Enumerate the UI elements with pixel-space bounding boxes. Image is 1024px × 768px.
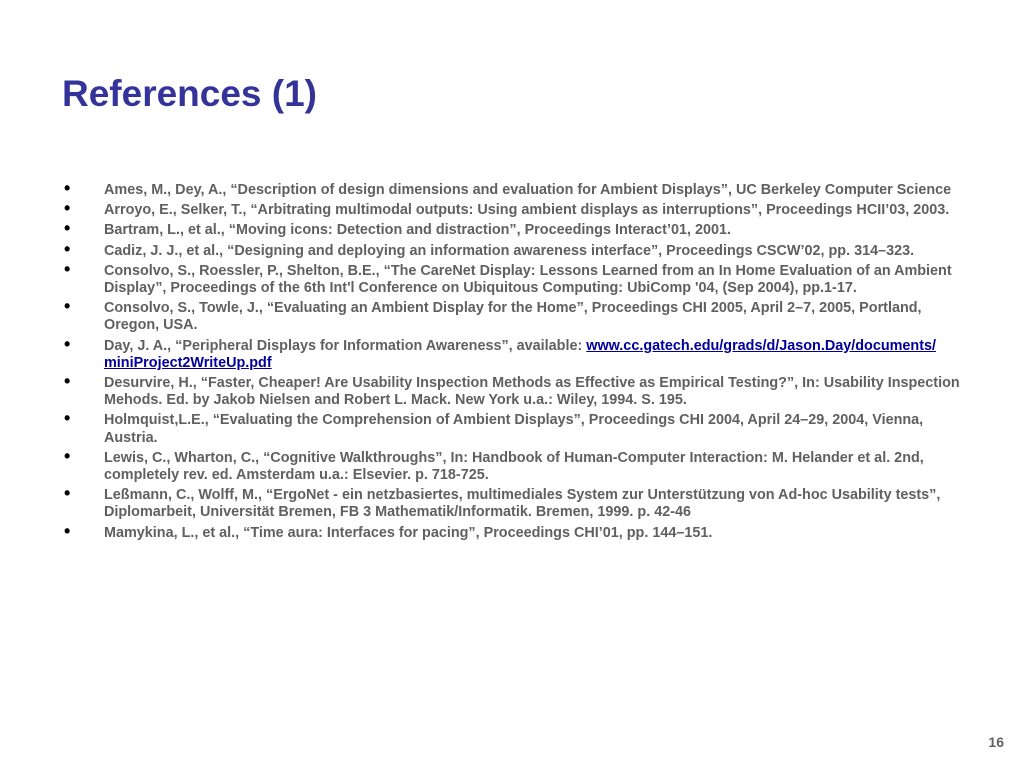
reference-text: Cadiz, J. J., et al., “Designing and deploying an information awareness interface”, Proceedings CSCW’02, pp. 314–323.	[104, 242, 915, 259]
reference-text: Holmquist,L.E., “Evaluating the Comprehension of Ambient Displays”, Proceedings CHI 2004, April 24–29, 2004, Vienna, Austria.	[104, 412, 924, 446]
reference-item	[62, 483, 972, 521]
bullet-icon: •	[64, 483, 71, 504]
reference-item	[62, 371, 972, 409]
reference-item	[62, 333, 972, 372]
bullet-icon: •	[64, 408, 71, 429]
reference-text: Mamykina, L., et al., “Time aura: Interfaces for pacing”, Proceedings CHI’01, pp. 144–151.	[104, 524, 713, 541]
reference-item	[62, 258, 972, 297]
reference-item	[62, 408, 972, 446]
bullet-icon: •	[64, 198, 71, 219]
reference-text: Desurvire, H., “Faster, Cheaper! Are Usability Inspection Methods as Effective as Empirical Testing?”, In: Usability Inspection Mehods. Ed. by Jakob Nielsen and Robert L. Mack. New York u.a.: Wiley, 1994. S. 195.	[104, 375, 960, 409]
bullet-icon: •	[64, 178, 71, 198]
bullet-icon: •	[64, 258, 71, 279]
bullet-icon: •	[64, 333, 71, 354]
reference-text: Ames, M., Dey, A., “Description of design dimensions and evaluation for Ambient Displays”, UC Berkeley Computer Science	[104, 182, 952, 198]
page-number: 16	[988, 734, 1004, 750]
bullet-icon: •	[64, 371, 71, 392]
reference-text: Consolvo, S., Roessler, P., Shelton, B.E., “The CareNet Display: Lessons Learned from an In Home Evaluation of an Ambient Display”, Proceedings of the 6th Int'l Conference on Ubiquitous Computing: UbiComp '04, (Sep 2004), pp.1-17.	[104, 262, 952, 297]
reference-item	[62, 445, 972, 484]
reference-link[interactable]: www.cc.gatech.edu/grads/d/Jason.Day/documents/ miniProject2WriteUp.pdf	[104, 337, 936, 371]
bullet-icon: •	[64, 520, 71, 541]
bullet-icon: •	[64, 238, 71, 259]
reference-item	[62, 178, 972, 199]
reference-text: Day, J. A., “Peripheral Displays for Information Awareness”, available:	[104, 337, 587, 354]
reference-text: Lewis, C., Wharton, C., “Cognitive Walkthroughs”, In: Handbook of Human-Computer Interaction: M. Helander et al. 2nd, completely rev. ed. Amsterdam u.a.: Elsevier. p. 718-725.	[104, 449, 924, 484]
reference-text: Arroyo, E., Selker, T., “Arbitrating multimodal outputs: Using ambient displays as interruptions”, Proceedings HCII’03, 2003.	[104, 202, 950, 219]
reference-item	[62, 520, 972, 542]
reference-text: Bartram, L., et al., “Moving icons: Detection and distraction”, Proceedings Interact’01, 2001.	[104, 222, 731, 239]
reference-item	[62, 198, 972, 219]
reference-item	[62, 296, 972, 334]
bullet-icon: •	[64, 445, 71, 466]
slide-title: References (1)	[62, 73, 318, 114]
reference-text: Consolvo, S., Towle, J., “Evaluating an Ambient Display for the Home”, Proceedings CHI 2005, April 2–7, 2005, Portland, Oregon, USA.	[104, 300, 922, 334]
bullet-icon: •	[64, 296, 71, 317]
reference-text: Leßmann, C., Wolff, M., “ErgoNet - ein netzbasiertes, multimediales System zur Unterstützung von Ad-hoc Usability tests”, Diplomarbeit, Universität Bremen, FB 3 Mathematik/Informatik. Bremen, 1999. p. 42-46	[104, 487, 941, 521]
reference-list	[62, 178, 972, 545]
reference-item	[62, 238, 972, 260]
reference-item	[62, 218, 972, 239]
bullet-icon: •	[64, 218, 71, 239]
